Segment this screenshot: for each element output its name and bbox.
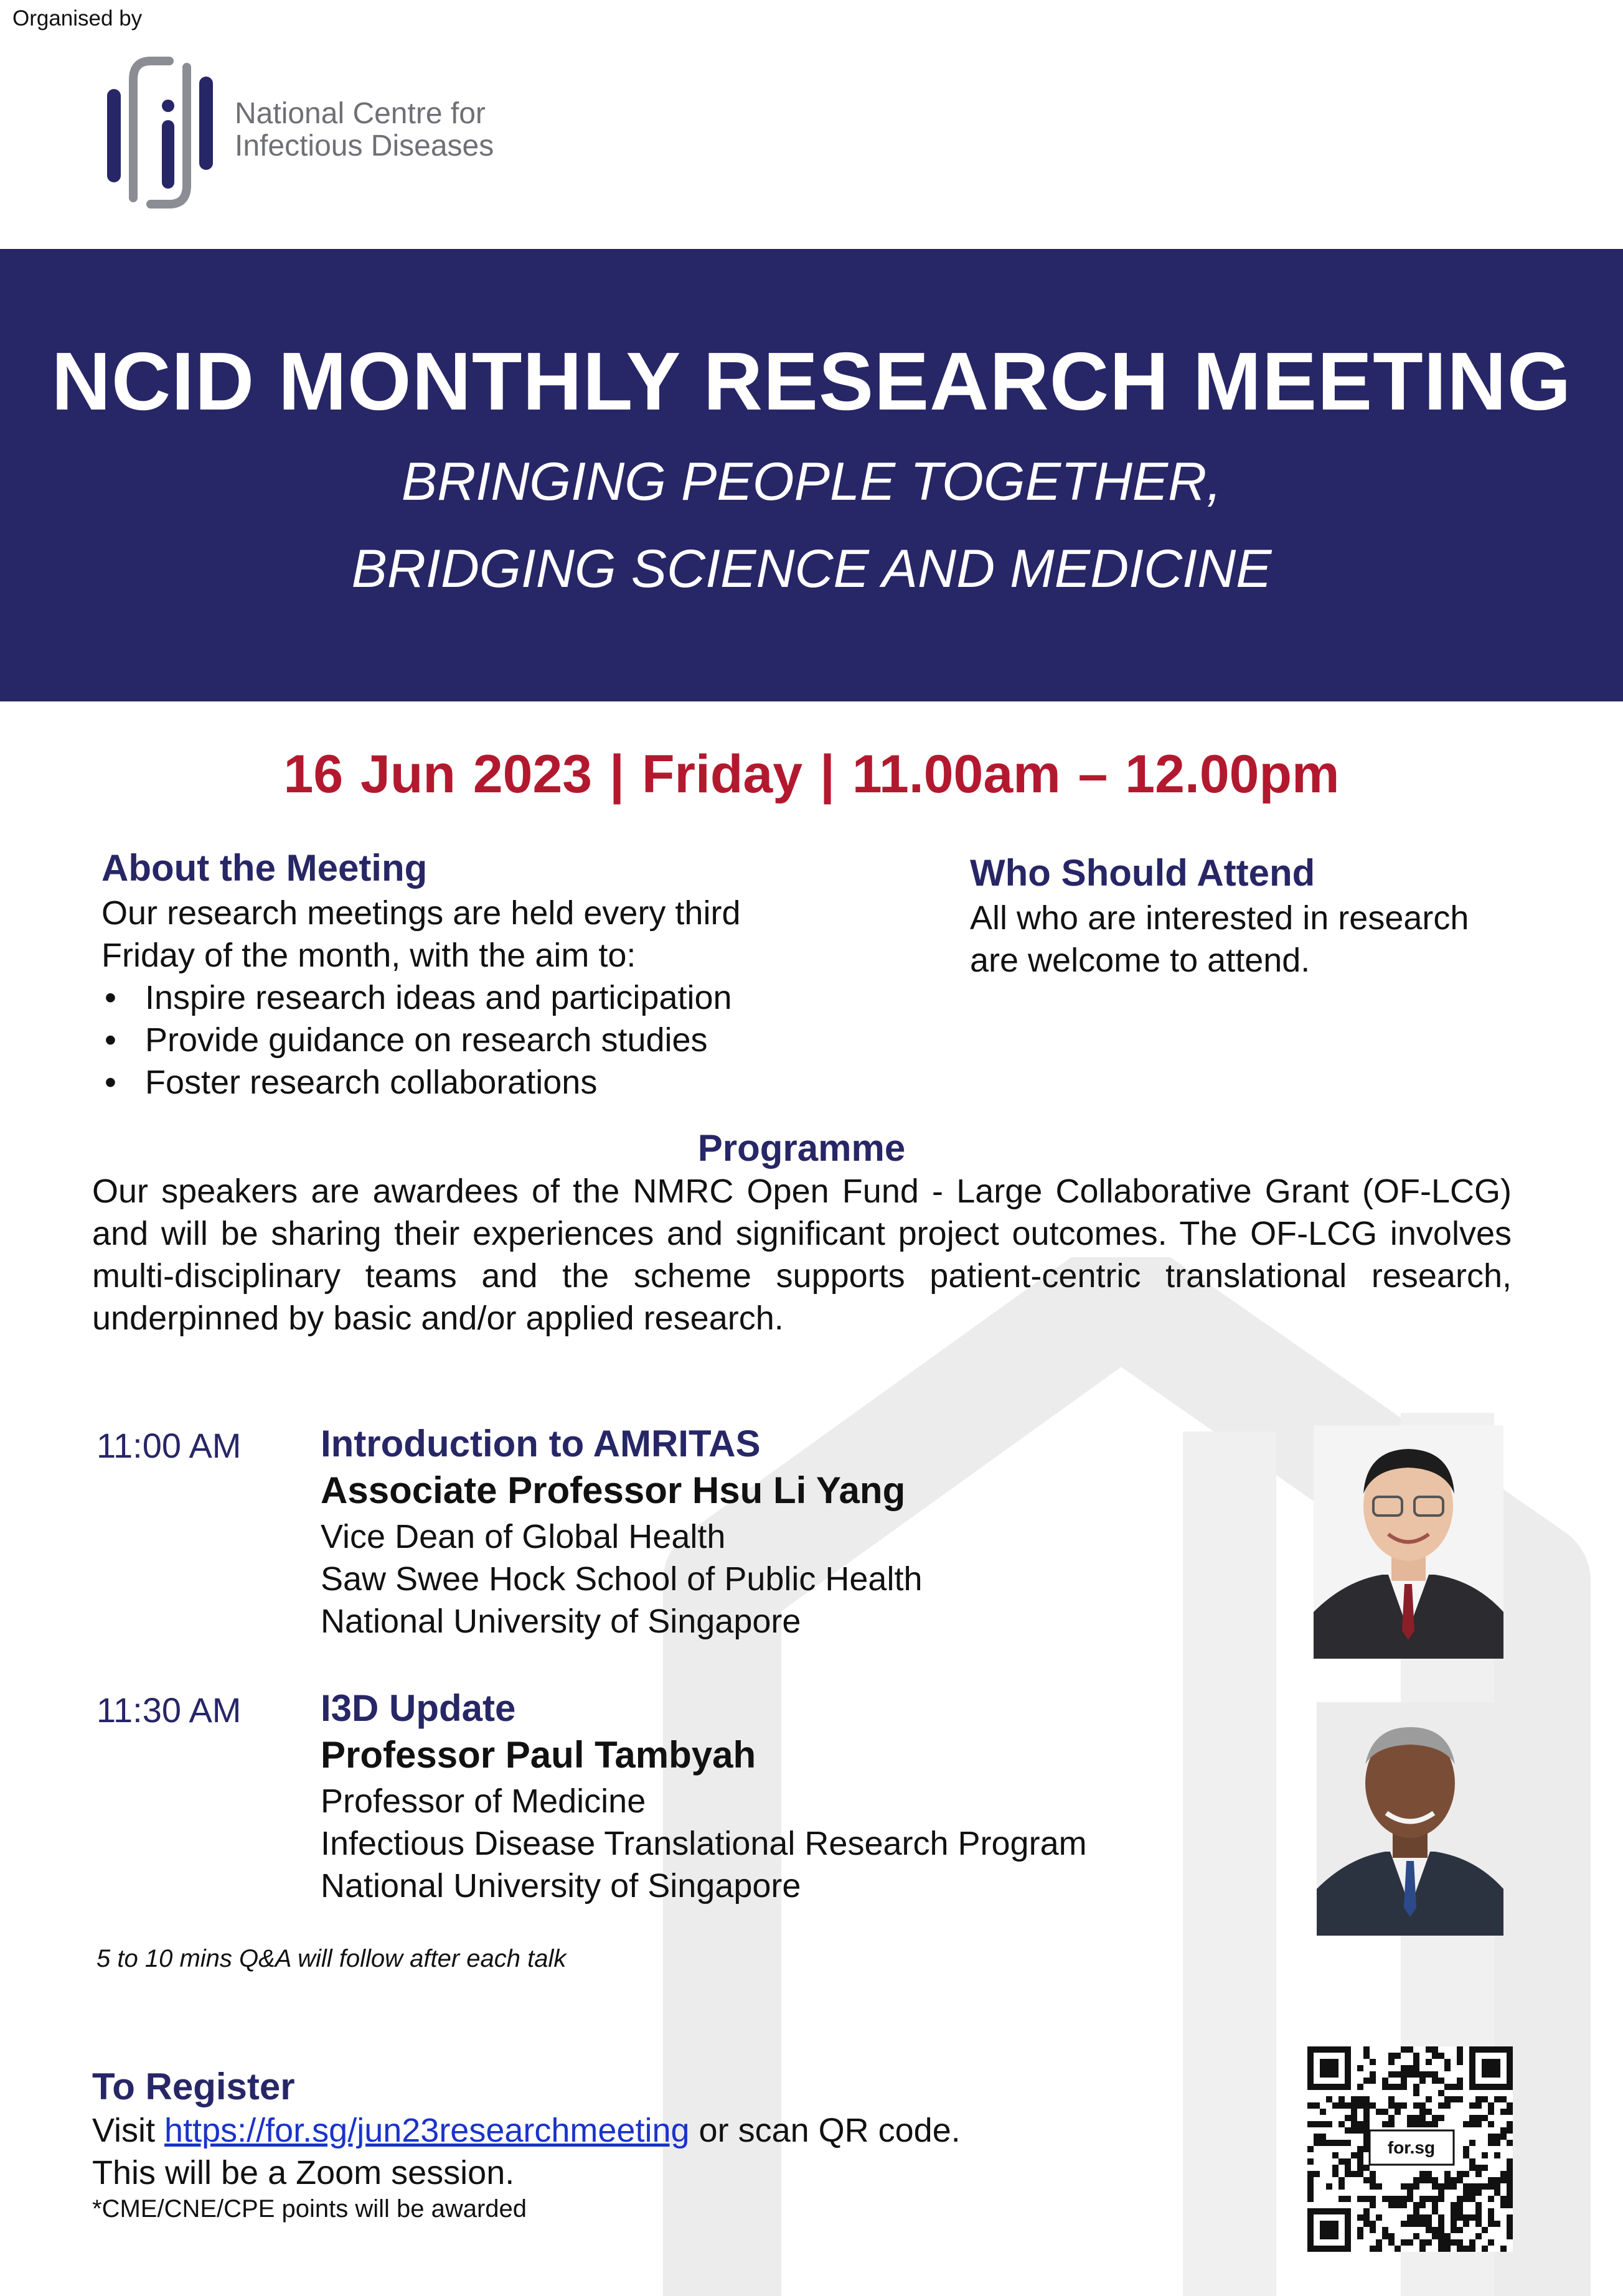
talk-time: 11:30 AM (96, 1690, 242, 1730)
register-section (92, 2065, 961, 2223)
about-intro-line2: Friday of the month, with the aim to: (101, 937, 636, 974)
zoom-note: This will be a Zoom session. (92, 2154, 515, 2191)
qa-note: 5 to 10 mins Q&A will follow after each talk (96, 1945, 567, 1972)
attend-section (970, 851, 1469, 982)
affiliation-line: National University of Singapore (321, 1867, 801, 1905)
attend-heading: Who Should Attend (970, 852, 1315, 894)
about-bullet-list (101, 977, 740, 1103)
about-intro (101, 892, 740, 977)
org-name-line1: National Centre for (235, 97, 486, 130)
register-visit-line (92, 2109, 961, 2152)
qr-label: for.sg (1387, 2138, 1436, 2157)
talk-title: I3D Update (321, 1687, 516, 1729)
register-visit-text: Visit (92, 2112, 165, 2149)
qr-code-icon[interactable] (1307, 2046, 1513, 2252)
programme-description: Our speakers are awardees of the NMRC Open Fund - Large Collaborative Grant (OF-LCG) and will be sharing their experiences and significant project outcomes. The OF-LCG involves multi-disciplinary teams and the scheme supports patient-centric translational research, underpinned by basic and/or applied research. (92, 1173, 1512, 1337)
list-item: • Inspire research ideas and participation (105, 979, 732, 1016)
subtitle-line2: BRIDGING SCIENCE AND MEDICINE (351, 539, 1272, 599)
affiliation-line: Professor of Medicine (321, 1783, 646, 1820)
org-name-line2: Infectious Diseases (235, 129, 494, 162)
affiliation-line: Vice Dean of Global Health (321, 1518, 726, 1555)
speaker-photo-2 (1317, 1702, 1503, 1936)
registration-link[interactable]: https://for.sg/jun23researchmeeting (164, 2112, 690, 2149)
speaker-affiliations (321, 1516, 923, 1642)
talk-item (321, 1687, 1087, 1907)
speaker-name: Associate Professor Hsu Li Yang (321, 1469, 906, 1511)
attend-text (970, 897, 1469, 982)
about-heading: About the Meeting (101, 847, 428, 889)
attend-line1: All who are interested in research (970, 899, 1469, 937)
speaker-name: Professor Paul Tambyah (321, 1734, 756, 1776)
subtitle-line1: BRINGING PEOPLE TOGETHER, (401, 452, 1222, 512)
talk-time: 11:00 AM (96, 1426, 242, 1465)
about-intro-line1: Our research meetings are held every third (101, 894, 741, 932)
register-heading: To Register (92, 2066, 295, 2107)
talk-item (321, 1422, 923, 1642)
about-section (101, 846, 740, 1103)
ncid-logo-icon (107, 55, 213, 210)
register-after-link-text: or scan QR code. (689, 2112, 961, 2149)
affiliation-line: Saw Swee Hock School of Public Health (321, 1560, 923, 1598)
programme-heading: Programme (697, 1127, 906, 1169)
list-item: • Provide guidance on research studies (105, 1021, 708, 1059)
organised-by-label: Organised by (12, 6, 143, 30)
affiliation-line: National University of Singapore (321, 1603, 801, 1640)
speaker-affiliations (321, 1780, 1087, 1907)
list-item: • Foster research collaborations (105, 1064, 598, 1101)
speaker-photo-1 (1314, 1425, 1503, 1659)
org-name (235, 98, 494, 162)
affiliation-line: Infectious Disease Translational Research Program (321, 1825, 1087, 1862)
page-title: NCID MONTHLY RESEARCH MEETING (51, 335, 1572, 427)
talk-title: Introduction to AMRITAS (321, 1423, 761, 1464)
points-note: *CME/CNE/CPE points will be awarded (92, 2195, 527, 2223)
attend-line2: are welcome to attend. (970, 942, 1310, 979)
event-datetime: 16 Jun 2023 | Friday | 11.00am – 12.00pm (283, 744, 1340, 804)
